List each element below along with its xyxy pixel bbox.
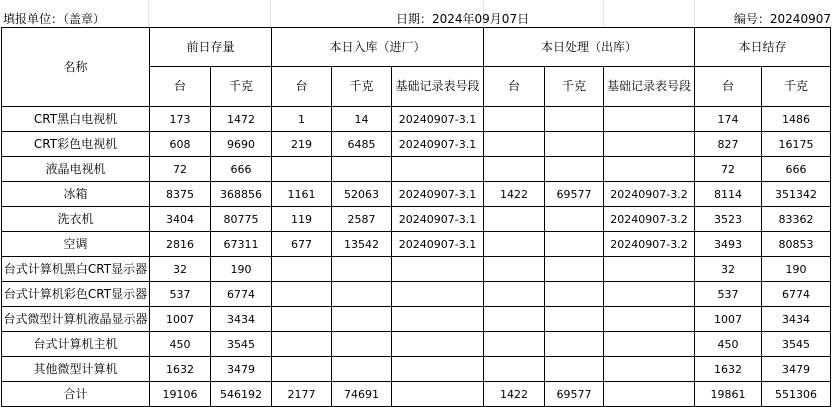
- in-record-cell: [392, 382, 484, 407]
- table-row: [2, 232, 831, 257]
- table-row: [2, 157, 831, 182]
- prev-kg-cell: 80775: [211, 207, 272, 232]
- report-date: 日期：2024年09月07日: [396, 12, 530, 26]
- in-count-cell: 1: [272, 107, 332, 132]
- out-count-cell: [484, 207, 545, 232]
- out-count-cell: [484, 307, 545, 332]
- in-count-cell: [272, 332, 332, 357]
- out-kg-cell: [545, 232, 604, 257]
- in-record-cell: [392, 307, 484, 332]
- in-kg-cell: [332, 332, 392, 357]
- in-count-cell: [272, 257, 332, 282]
- row-name-cell: 台式计算机主机: [2, 332, 150, 357]
- in-count-cell: 2177: [272, 382, 332, 407]
- balance-kg-cell: 6774: [762, 282, 831, 307]
- out-record-cell: [604, 282, 695, 307]
- out-record-cell: 20240907-3.2: [604, 232, 695, 257]
- reporting-unit: 填报单位：（盖章）: [3, 12, 106, 26]
- row-name-cell: 其他微型计算机: [2, 357, 150, 382]
- subheader-out-count: 台: [484, 67, 545, 107]
- out-kg-cell: 69577: [545, 182, 604, 207]
- prev-kg-cell: 9690: [211, 132, 272, 157]
- balance-count-cell: 3493: [695, 232, 762, 257]
- grid-line: [270, 0, 271, 27]
- out-record-cell: 20240907-3.2: [604, 207, 695, 232]
- header-out-today: 本日处理（出库）: [484, 28, 695, 67]
- in-kg-cell: [332, 307, 392, 332]
- balance-count-cell: 174: [695, 107, 762, 132]
- out-count-cell: [484, 257, 545, 282]
- in-count-cell: 219: [272, 132, 332, 157]
- out-kg-cell: [545, 157, 604, 182]
- in-record-cell: [392, 257, 484, 282]
- subheader-in-count: 台: [272, 67, 332, 107]
- balance-count-cell: 32: [695, 257, 762, 282]
- prev-kg-cell: 6774: [211, 282, 272, 307]
- grid-line: [603, 0, 604, 27]
- table-row: [2, 257, 831, 282]
- prev-count-cell: 32: [150, 257, 211, 282]
- out-record-cell: [604, 107, 695, 132]
- balance-kg-cell: 3434: [762, 307, 831, 332]
- balance-kg-cell: 16175: [762, 132, 831, 157]
- in-record-cell: 20240907-3.1: [392, 182, 484, 207]
- prev-count-cell: 1632: [150, 357, 211, 382]
- balance-kg-cell: 1486: [762, 107, 831, 132]
- table-row: [2, 382, 831, 407]
- balance-kg-cell: 80853: [762, 232, 831, 257]
- table-row: [2, 282, 831, 307]
- out-record-cell: 20240907-3.2: [604, 182, 695, 207]
- balance-count-cell: 72: [695, 157, 762, 182]
- subheader-balance-kg: 千克: [762, 67, 831, 107]
- out-record-cell: [604, 132, 695, 157]
- balance-count-cell: 8114: [695, 182, 762, 207]
- row-name-cell: 合计: [2, 382, 150, 407]
- balance-kg-cell: 351342: [762, 182, 831, 207]
- subheader-balance-count: 台: [695, 67, 762, 107]
- balance-kg-cell: 190: [762, 257, 831, 282]
- out-record-cell: [604, 382, 695, 407]
- prev-kg-cell: 3434: [211, 307, 272, 332]
- prev-count-cell: 2816: [150, 232, 211, 257]
- subheader-out-record: 基础记录表号段: [604, 67, 695, 107]
- grid-line: [694, 0, 695, 27]
- in-count-cell: 1161: [272, 182, 332, 207]
- out-count-cell: 1422: [484, 182, 545, 207]
- prev-kg-cell: 190: [211, 257, 272, 282]
- subheader-prev-count: 台: [150, 67, 211, 107]
- out-kg-cell: [545, 282, 604, 307]
- balance-count-cell: 537: [695, 282, 762, 307]
- in-count-cell: [272, 307, 332, 332]
- table-row: [2, 182, 831, 207]
- table-row: [2, 207, 831, 232]
- out-kg-cell: [545, 357, 604, 382]
- out-count-cell: 1422: [484, 382, 545, 407]
- prev-kg-cell: 368856: [211, 182, 272, 207]
- report-header: [0, 0, 833, 27]
- table-row: [2, 357, 831, 382]
- balance-count-cell: 1632: [695, 357, 762, 382]
- in-kg-cell: 52063: [332, 182, 392, 207]
- prev-kg-cell: 546192: [211, 382, 272, 407]
- out-count-cell: [484, 157, 545, 182]
- row-name-cell: 空调: [2, 232, 150, 257]
- in-kg-cell: [332, 282, 392, 307]
- inventory-table: [1, 27, 831, 407]
- row-name-cell: 液晶电视机: [2, 157, 150, 182]
- header-balance: 本日结存: [695, 28, 831, 67]
- in-kg-cell: [332, 357, 392, 382]
- in-record-cell: [392, 282, 484, 307]
- prev-count-cell: 1007: [150, 307, 211, 332]
- out-count-cell: [484, 332, 545, 357]
- grid-line: [148, 0, 149, 27]
- balance-kg-cell: 3545: [762, 332, 831, 357]
- report-number: 编号：20240907: [733, 12, 831, 26]
- out-count-cell: [484, 107, 545, 132]
- in-kg-cell: 13542: [332, 232, 392, 257]
- in-count-cell: 119: [272, 207, 332, 232]
- out-kg-cell: 69577: [545, 382, 604, 407]
- balance-count-cell: 450: [695, 332, 762, 357]
- prev-count-cell: 19106: [150, 382, 211, 407]
- out-kg-cell: [545, 332, 604, 357]
- balance-count-cell: 827: [695, 132, 762, 157]
- in-kg-cell: 2587: [332, 207, 392, 232]
- table-row: [2, 332, 831, 357]
- row-name-cell: CRT黑白电视机: [2, 107, 150, 132]
- balance-kg-cell: 551306: [762, 382, 831, 407]
- table-row: [2, 107, 831, 132]
- out-record-cell: [604, 307, 695, 332]
- out-record-cell: [604, 157, 695, 182]
- out-record-cell: [604, 357, 695, 382]
- in-kg-cell: [332, 157, 392, 182]
- subheader-out-kg: 千克: [545, 67, 604, 107]
- in-record-cell: 20240907-3.1: [392, 132, 484, 157]
- prev-count-cell: 537: [150, 282, 211, 307]
- prev-count-cell: 72: [150, 157, 211, 182]
- row-name-cell: CRT彩色电视机: [2, 132, 150, 157]
- table-row: [2, 307, 831, 332]
- balance-kg-cell: 83362: [762, 207, 831, 232]
- in-kg-cell: 74691: [332, 382, 392, 407]
- prev-kg-cell: 1472: [211, 107, 272, 132]
- balance-kg-cell: 666: [762, 157, 831, 182]
- subheader-prev-kg: 千克: [211, 67, 272, 107]
- out-kg-cell: [545, 207, 604, 232]
- prev-count-cell: 173: [150, 107, 211, 132]
- prev-kg-cell: 3545: [211, 332, 272, 357]
- header-in-today: 本日入库（进厂）: [272, 28, 484, 67]
- row-name-cell: 台式计算机黑白CRT显示器: [2, 257, 150, 282]
- header-prev-stock: 前日存量: [150, 28, 272, 67]
- out-kg-cell: [545, 307, 604, 332]
- out-record-cell: [604, 257, 695, 282]
- in-kg-cell: [332, 257, 392, 282]
- in-count-cell: [272, 357, 332, 382]
- prev-count-cell: 3404: [150, 207, 211, 232]
- out-record-cell: [604, 332, 695, 357]
- out-kg-cell: [545, 107, 604, 132]
- balance-count-cell: 1007: [695, 307, 762, 332]
- in-kg-cell: 6485: [332, 132, 392, 157]
- row-name-cell: 洗衣机: [2, 207, 150, 232]
- in-kg-cell: 14: [332, 107, 392, 132]
- in-count-cell: [272, 282, 332, 307]
- prev-count-cell: 8375: [150, 182, 211, 207]
- out-count-cell: [484, 282, 545, 307]
- in-record-cell: [392, 157, 484, 182]
- balance-count-cell: 19861: [695, 382, 762, 407]
- in-record-cell: 20240907-3.1: [392, 107, 484, 132]
- row-name-cell: 台式计算机彩色CRT显示器: [2, 282, 150, 307]
- balance-count-cell: 3523: [695, 207, 762, 232]
- prev-kg-cell: 3479: [211, 357, 272, 382]
- out-count-cell: [484, 132, 545, 157]
- row-name-cell: 台式微型计算机液晶显示器: [2, 307, 150, 332]
- out-kg-cell: [545, 132, 604, 157]
- in-record-cell: 20240907-3.1: [392, 207, 484, 232]
- subheader-in-kg: 千克: [332, 67, 392, 107]
- balance-kg-cell: 3479: [762, 357, 831, 382]
- row-name-cell: 冰箱: [2, 182, 150, 207]
- in-count-cell: [272, 157, 332, 182]
- table-row: [2, 132, 831, 157]
- in-count-cell: 677: [272, 232, 332, 257]
- subheader-in-record: 基础记录表号段: [392, 67, 484, 107]
- in-record-cell: [392, 357, 484, 382]
- prev-count-cell: 450: [150, 332, 211, 357]
- prev-kg-cell: 666: [211, 157, 272, 182]
- prev-count-cell: 608: [150, 132, 211, 157]
- out-count-cell: [484, 357, 545, 382]
- header-name: 名称: [2, 28, 150, 107]
- in-record-cell: 20240907-3.1: [392, 232, 484, 257]
- prev-kg-cell: 67311: [211, 232, 272, 257]
- out-count-cell: [484, 232, 545, 257]
- out-kg-cell: [545, 257, 604, 282]
- in-record-cell: [392, 332, 484, 357]
